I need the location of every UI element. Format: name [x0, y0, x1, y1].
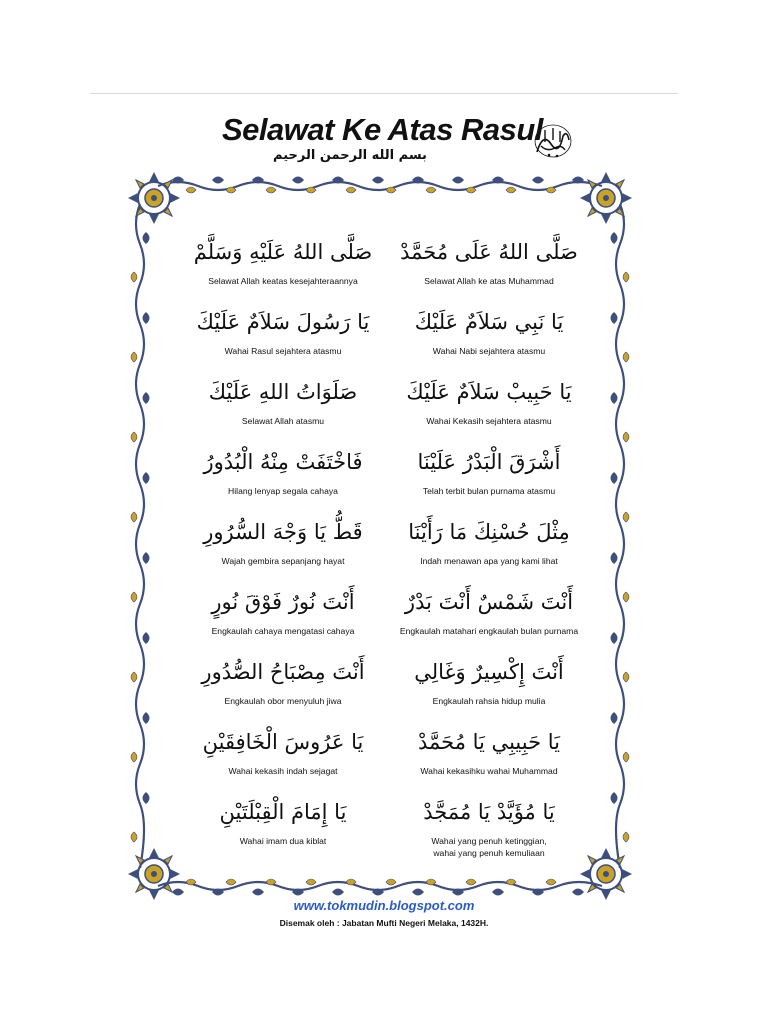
verse-left-3 — [178, 377, 388, 427]
verse-left-4 — [178, 447, 388, 497]
verse-arabic: أَنْتَ إِكْسِيرٌ وَغَالِي — [414, 660, 564, 684]
credit-line: Disemak oleh : Jabatan Mufti Negeri Melaka, 1432H. — [279, 918, 489, 928]
verse-left-5 — [178, 517, 388, 567]
verse-arabic: يَا حَبِيبْ سَلاَمٌ عَلَيْكَ — [406, 380, 572, 404]
verse-right-1 — [384, 237, 594, 287]
verse-left-6 — [178, 587, 388, 637]
verse-malay: Engkaulah obor menyuluh jiwa — [224, 696, 342, 706]
salawat-calligraphy-icon — [533, 122, 573, 160]
verse-arabic: قَطُّ يَا وَجْهَ السُّرُورِ — [203, 520, 363, 544]
verse-malay: Telah terbit bulan purnama atasmu — [422, 486, 556, 496]
verse-malay: Wahai Rasul sejahtera atasmu — [224, 346, 342, 356]
verse-malay: Indah menawan apa yang kami lihat — [420, 556, 558, 566]
verse-right-2 — [384, 307, 594, 357]
verse-arabic: يَا إِمَامَ الْقِبْلَتَيْنِ — [219, 800, 347, 824]
verse-malay: Wahai kekasih indah sejagat — [228, 766, 338, 776]
verse-left-1 — [178, 237, 388, 287]
verse-malay: Wahai kekasihku wahai Muhammad — [420, 766, 558, 776]
verse-arabic: يَا رَسُولَ سَلاَمٌ عَلَيْكَ — [196, 310, 370, 334]
verse-malay: Selawat Allah atasmu — [241, 416, 325, 426]
verse-right-5 — [384, 517, 594, 567]
bismillah: بسم الله الرحمن الرحيم — [273, 148, 427, 163]
verse-right-8 — [384, 727, 594, 777]
verse-arabic: فَاخْتَفَتْ مِنْهُ الْبُدُورُ — [203, 450, 363, 474]
verse-right-4 — [384, 447, 594, 497]
verse-arabic: أَشْرَقَ الْبَدْرُ عَلَيْنَا — [417, 450, 561, 474]
website-link[interactable]: www.tokmudin.blogspot.com — [293, 898, 475, 913]
verse-malay: Engkaulah matahari engkaulah bulan purnama — [399, 626, 579, 636]
verse-right-7 — [384, 657, 594, 707]
verse-malay: Wahai Kekasih sejahtera atasmu — [426, 416, 552, 426]
verse-arabic: يَا عَرُوسَ الْخَافِقَيْنِ — [202, 730, 364, 754]
verse-malay: Wahai imam dua kiblat — [239, 836, 327, 846]
verse-malay: Engkaulah rahsia hidup mulia — [432, 696, 546, 706]
verse-arabic: أَنْتَ مِصْبَاحُ الصُّدُورِ — [201, 660, 365, 684]
verse-left-9 — [178, 797, 388, 847]
verse-arabic: أَنْتَ نُورٌ فَوْقَ نُورٍ — [211, 590, 355, 614]
verse-malay: Wahai Nabi sejahtera atasmu — [432, 346, 546, 356]
verse-malay-continued: wahai yang penuh kemuliaan — [433, 848, 545, 858]
top-divider — [90, 93, 678, 94]
verse-malay: Wajah gembira sepanjang hayat — [221, 556, 345, 566]
verse-malay: Hilang lenyap segala cahaya — [228, 486, 338, 496]
verse-malay: Selawat Allah ke atas Muhammad — [424, 276, 554, 286]
document-title: Selawat Ke Atas Rasul — [222, 112, 543, 147]
verse-arabic: يَا نَبِي سَلاَمٌ عَلَيْكَ — [414, 310, 564, 334]
verse-left-7 — [178, 657, 388, 707]
verse-arabic: أَنْتَ شَمْسٌ أَنْتَ بَدْرٌ — [404, 590, 574, 614]
verse-malay: Selawat Allah keatas kesejahteraannya — [208, 276, 358, 286]
verse-right-3 — [384, 377, 594, 427]
verse-left-2 — [178, 307, 388, 357]
verse-malay: Engkaulah cahaya mengatasi cahaya — [211, 626, 355, 636]
verse-arabic: يَا مُؤَيَّدْ يَا مُمَجَّدْ — [423, 800, 555, 824]
verse-arabic: صَلَوَاتُ اللهِ عَلَيْكَ — [208, 380, 358, 404]
verse-arabic: يَا حَبِيبِي يَا مُحَمَّدْ — [418, 730, 560, 754]
verse-left-8 — [178, 727, 388, 777]
verse-malay: Wahai yang penuh ketinggian, — [431, 836, 547, 846]
verse-arabic: مِثْلَ حُسْنِكَ مَا رَأَيْنَا — [408, 520, 570, 544]
verse-right-6 — [384, 587, 594, 637]
verse-right-9 — [384, 797, 594, 859]
verse-arabic: صَلَّى اللهُ عَلَى مُحَمَّدْ — [400, 240, 578, 264]
verse-arabic: صَلَّى اللهُ عَلَيْهِ وَسَلَّمْ — [193, 240, 373, 264]
